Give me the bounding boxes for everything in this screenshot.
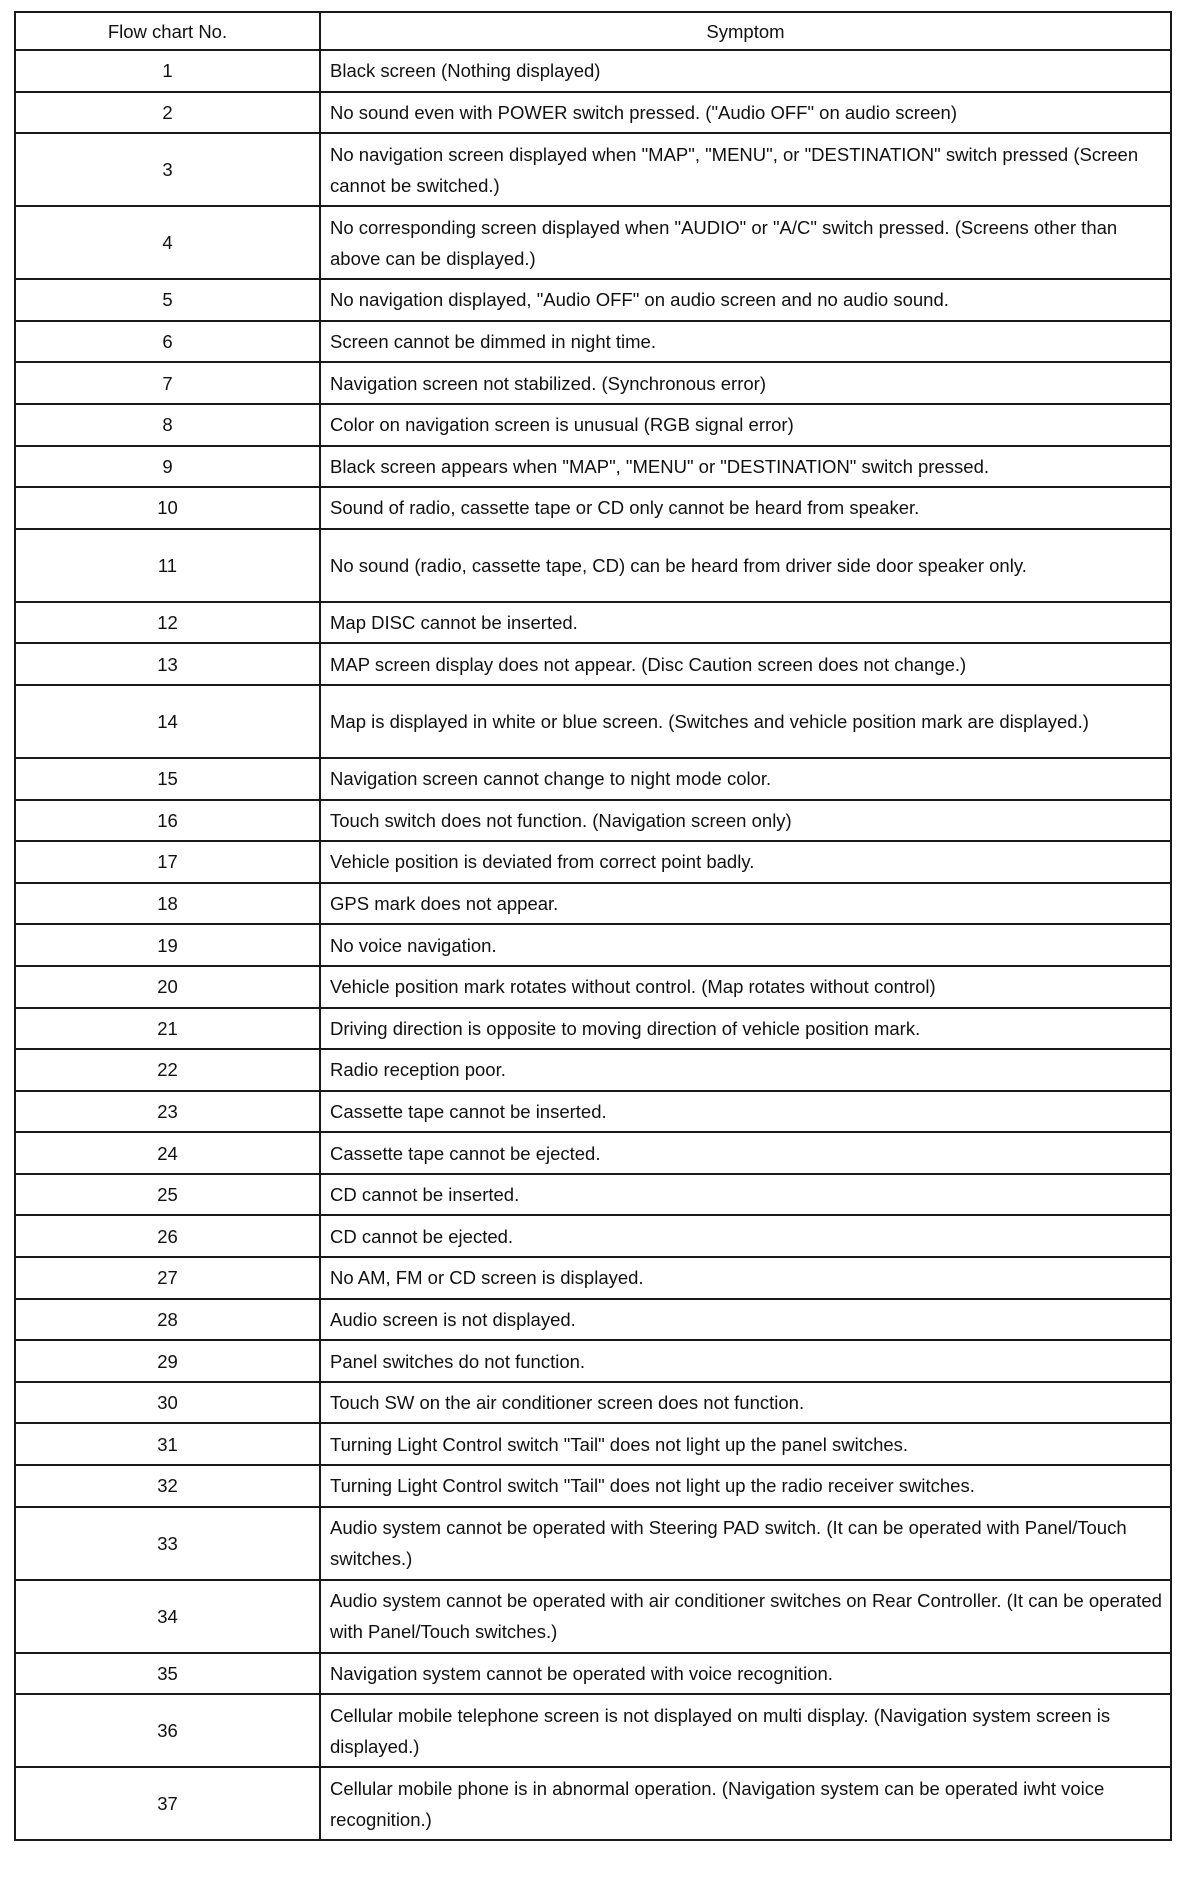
table-row bbox=[15, 1580, 1171, 1653]
symptom-cell: Sound of radio, cassette tape or CD only cannot be heard from speaker. bbox=[320, 487, 1171, 529]
symptom-cell: Touch SW on the air conditioner screen does not function. bbox=[320, 1382, 1171, 1424]
flow-chart-number-cell: 21 bbox=[15, 1008, 320, 1050]
symptom-cell: Radio reception poor. bbox=[320, 1049, 1171, 1091]
table-row bbox=[15, 800, 1171, 842]
table-row bbox=[15, 487, 1171, 529]
table-row bbox=[15, 841, 1171, 883]
flow-chart-number-cell: 32 bbox=[15, 1465, 320, 1507]
flow-chart-number-cell: 23 bbox=[15, 1091, 320, 1133]
symptom-cell: Black screen (Nothing displayed) bbox=[320, 50, 1171, 92]
flow-chart-number-cell: 28 bbox=[15, 1299, 320, 1341]
table-row bbox=[15, 1423, 1171, 1465]
symptom-table bbox=[14, 11, 1172, 1841]
flow-chart-number-cell: 2 bbox=[15, 92, 320, 134]
table-row bbox=[15, 1174, 1171, 1216]
table-row bbox=[15, 1091, 1171, 1133]
symptom-cell: Turning Light Control switch "Tail" does not light up the panel switches. bbox=[320, 1423, 1171, 1465]
symptom-cell: Audio system cannot be operated with air conditioner switches on Rear Controller. (It can be operated with Panel/Touch switches.) bbox=[320, 1580, 1171, 1653]
table-row bbox=[15, 50, 1171, 92]
symptom-cell: No AM, FM or CD screen is displayed. bbox=[320, 1257, 1171, 1299]
table-row bbox=[15, 1257, 1171, 1299]
table-body bbox=[15, 50, 1171, 1840]
table-row bbox=[15, 924, 1171, 966]
table-row bbox=[15, 1507, 1171, 1580]
table-row bbox=[15, 1299, 1171, 1341]
table-row bbox=[15, 133, 1171, 206]
symptom-cell: Vehicle position is deviated from correct point badly. bbox=[320, 841, 1171, 883]
symptom-cell: No corresponding screen displayed when "AUDIO" or "A/C" switch pressed. (Screens other than above can be displayed.) bbox=[320, 206, 1171, 279]
flow-chart-number-cell: 15 bbox=[15, 758, 320, 800]
flow-chart-number-cell: 8 bbox=[15, 404, 320, 446]
symptom-cell: Touch switch does not function. (Navigation screen only) bbox=[320, 800, 1171, 842]
table-row bbox=[15, 446, 1171, 488]
flow-chart-number-cell: 27 bbox=[15, 1257, 320, 1299]
flow-chart-number-cell: 26 bbox=[15, 1215, 320, 1257]
flow-chart-number-cell: 31 bbox=[15, 1423, 320, 1465]
flow-chart-number-cell: 10 bbox=[15, 487, 320, 529]
flow-chart-number-cell: 12 bbox=[15, 602, 320, 644]
table-row bbox=[15, 92, 1171, 134]
table-row bbox=[15, 966, 1171, 1008]
table-row bbox=[15, 1767, 1171, 1840]
flow-chart-number-cell: 22 bbox=[15, 1049, 320, 1091]
table-row bbox=[15, 1653, 1171, 1695]
symptom-cell: Cassette tape cannot be inserted. bbox=[320, 1091, 1171, 1133]
table-row bbox=[15, 758, 1171, 800]
flow-chart-number-cell: 24 bbox=[15, 1132, 320, 1174]
flow-chart-number-cell: 18 bbox=[15, 883, 320, 925]
table-row bbox=[15, 602, 1171, 644]
flow-chart-number-cell: 25 bbox=[15, 1174, 320, 1216]
symptom-cell: Cassette tape cannot be ejected. bbox=[320, 1132, 1171, 1174]
symptom-cell: Map DISC cannot be inserted. bbox=[320, 602, 1171, 644]
table-row bbox=[15, 1132, 1171, 1174]
symptom-cell: Screen cannot be dimmed in night time. bbox=[320, 321, 1171, 363]
table-row bbox=[15, 883, 1171, 925]
table-row bbox=[15, 321, 1171, 363]
symptom-cell: Turning Light Control switch "Tail" does not light up the radio receiver switches. bbox=[320, 1465, 1171, 1507]
table-row bbox=[15, 279, 1171, 321]
flow-chart-number-cell: 20 bbox=[15, 966, 320, 1008]
symptom-cell: Driving direction is opposite to moving direction of vehicle position mark. bbox=[320, 1008, 1171, 1050]
header-symptom: Symptom bbox=[320, 12, 1171, 50]
flow-chart-number-cell: 36 bbox=[15, 1694, 320, 1767]
flow-chart-number-cell: 16 bbox=[15, 800, 320, 842]
symptom-cell: No sound even with POWER switch pressed. ("Audio OFF" on audio screen) bbox=[320, 92, 1171, 134]
flow-chart-number-cell: 3 bbox=[15, 133, 320, 206]
flow-chart-number-cell: 9 bbox=[15, 446, 320, 488]
flow-chart-number-cell: 17 bbox=[15, 841, 320, 883]
flow-chart-number-cell: 5 bbox=[15, 279, 320, 321]
flow-chart-number-cell: 11 bbox=[15, 529, 320, 602]
table-row bbox=[15, 1382, 1171, 1424]
table-row bbox=[15, 362, 1171, 404]
flow-chart-number-cell: 7 bbox=[15, 362, 320, 404]
symptom-cell: Color on navigation screen is unusual (RGB signal error) bbox=[320, 404, 1171, 446]
symptom-cell: Audio system cannot be operated with Steering PAD switch. (It can be operated with Panel/Touch switches.) bbox=[320, 1507, 1171, 1580]
symptom-cell: Map is displayed in white or blue screen. (Switches and vehicle position mark are displayed.) bbox=[320, 685, 1171, 758]
table-row bbox=[15, 1465, 1171, 1507]
table-row bbox=[15, 643, 1171, 685]
symptom-cell: Navigation screen cannot change to night mode color. bbox=[320, 758, 1171, 800]
symptom-cell: Audio screen is not displayed. bbox=[320, 1299, 1171, 1341]
symptom-cell: Cellular mobile telephone screen is not displayed on multi display. (Navigation system screen is displayed.) bbox=[320, 1694, 1171, 1767]
flow-chart-number-cell: 14 bbox=[15, 685, 320, 758]
table-row bbox=[15, 1049, 1171, 1091]
flow-chart-number-cell: 34 bbox=[15, 1580, 320, 1653]
flow-chart-number-cell: 6 bbox=[15, 321, 320, 363]
flow-chart-number-cell: 33 bbox=[15, 1507, 320, 1580]
symptom-cell: No navigation screen displayed when "MAP", "MENU", or "DESTINATION" switch pressed (Screen cannot be switched.) bbox=[320, 133, 1171, 206]
symptom-cell: No sound (radio, cassette tape, CD) can be heard from driver side door speaker only. bbox=[320, 529, 1171, 602]
symptom-cell: Panel switches do not function. bbox=[320, 1340, 1171, 1382]
symptom-cell: Cellular mobile phone is in abnormal operation. (Navigation system can be operated iwht voice recognition.) bbox=[320, 1767, 1171, 1840]
symptom-cell: Navigation system cannot be operated with voice recognition. bbox=[320, 1653, 1171, 1695]
table-row bbox=[15, 1694, 1171, 1767]
table-row bbox=[15, 1008, 1171, 1050]
header-flow-chart-no: Flow chart No. bbox=[15, 12, 320, 50]
flow-chart-number-cell: 4 bbox=[15, 206, 320, 279]
flow-chart-number-cell: 13 bbox=[15, 643, 320, 685]
symptom-cell: Navigation screen not stabilized. (Synchronous error) bbox=[320, 362, 1171, 404]
symptom-cell: Vehicle position mark rotates without control. (Map rotates without control) bbox=[320, 966, 1171, 1008]
flow-chart-number-cell: 30 bbox=[15, 1382, 320, 1424]
symptom-cell: MAP screen display does not appear. (Disc Caution screen does not change.) bbox=[320, 643, 1171, 685]
symptom-cell: No voice navigation. bbox=[320, 924, 1171, 966]
flow-chart-number-cell: 37 bbox=[15, 1767, 320, 1840]
flow-chart-number-cell: 19 bbox=[15, 924, 320, 966]
table-row bbox=[15, 404, 1171, 446]
symptom-cell: GPS mark does not appear. bbox=[320, 883, 1171, 925]
symptom-cell: No navigation displayed, "Audio OFF" on audio screen and no audio sound. bbox=[320, 279, 1171, 321]
table-row bbox=[15, 685, 1171, 758]
flow-chart-number-cell: 1 bbox=[15, 50, 320, 92]
table-row bbox=[15, 529, 1171, 602]
flow-chart-number-cell: 35 bbox=[15, 1653, 320, 1695]
symptom-cell: Black screen appears when "MAP", "MENU" or "DESTINATION" switch pressed. bbox=[320, 446, 1171, 488]
table-row bbox=[15, 206, 1171, 279]
symptom-cell: CD cannot be inserted. bbox=[320, 1174, 1171, 1216]
table-row bbox=[15, 1215, 1171, 1257]
header-row bbox=[15, 12, 1171, 50]
symptom-cell: CD cannot be ejected. bbox=[320, 1215, 1171, 1257]
table-row bbox=[15, 1340, 1171, 1382]
flow-chart-number-cell: 29 bbox=[15, 1340, 320, 1382]
